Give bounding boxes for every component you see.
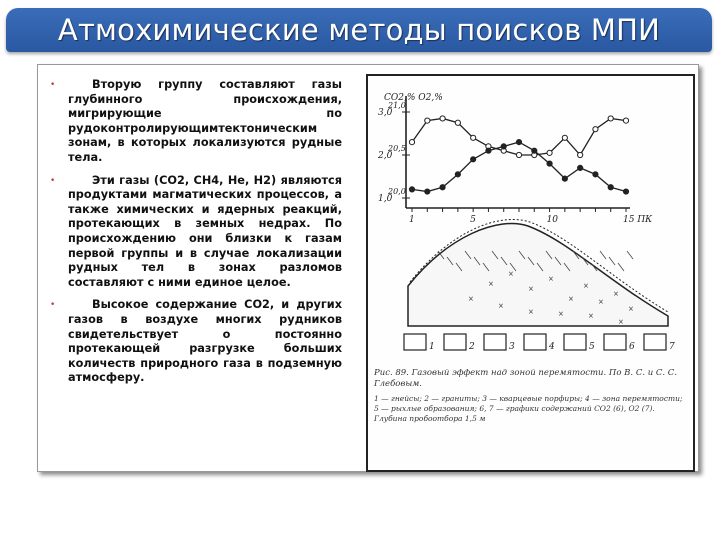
figure-legend-caption: 1 — гнейсы; 2 — граниты; 3 — кварцевые порфиры; 4 — зона перемятости; 5 — рыхлые образования; 6, 7 — графики содержаний СО2 (6), О2 (7). Глубина пробоотбора 1,5 м xyxy=(374,394,683,423)
granite-mark: × xyxy=(598,298,604,306)
bullet-list xyxy=(50,78,342,394)
data-point xyxy=(562,135,567,140)
bullet-text: Вторую группу составляют газы глубинного происхождения, мигрирующие по рудоконтролирующимтектоническим зонам, в которых локализуются рудные тела. xyxy=(68,78,342,164)
figure-legend xyxy=(404,334,675,352)
legend-number: 7 xyxy=(669,342,675,352)
hatch-mark xyxy=(609,257,615,265)
data-point xyxy=(578,165,583,170)
legend-number: 6 xyxy=(629,342,635,352)
x-ticks xyxy=(409,208,653,225)
data-point xyxy=(623,189,628,194)
granite-mark: × xyxy=(508,270,514,278)
legend-number: 4 xyxy=(549,342,555,352)
figure-caption: Рис. 89. Газовый эффект над зоной перемятости. По В. С. и С. С. Глебовым. xyxy=(374,368,678,389)
data-point xyxy=(409,140,414,145)
x-tick-label: 5 xyxy=(470,215,476,225)
granite-mark: × xyxy=(618,318,624,326)
granite-mark: × xyxy=(558,310,564,318)
legend-swatch xyxy=(644,334,666,350)
legend-swatch xyxy=(404,334,426,350)
x-tick-label: 15 ПК xyxy=(623,215,653,225)
data-point xyxy=(593,172,598,177)
x-tick-label: 10 xyxy=(546,215,559,225)
y-tick-label-right: 20,5 xyxy=(388,144,406,153)
data-point xyxy=(409,187,414,192)
legend-swatch xyxy=(564,334,586,350)
gas-effect-figure xyxy=(366,74,695,472)
granite-mark: × xyxy=(548,275,554,283)
y-tick-label-left: 3,0 xyxy=(378,108,393,118)
data-point xyxy=(623,118,628,123)
y-tick-label-right: 21,0 xyxy=(388,101,406,110)
granite-mark: × xyxy=(498,302,504,310)
data-point xyxy=(562,176,567,181)
y-tick-label-right: 20,0 xyxy=(388,187,406,196)
bullet-icon: • xyxy=(50,175,56,186)
data-point xyxy=(547,150,552,155)
data-point xyxy=(425,118,430,123)
data-point xyxy=(425,189,430,194)
y-ticks xyxy=(377,101,410,204)
granite-mark: × xyxy=(528,285,534,293)
data-point xyxy=(578,152,583,157)
data-point xyxy=(471,135,476,140)
data-point xyxy=(516,152,521,157)
data-point xyxy=(486,148,491,153)
y-tick-label-left: 2,0 xyxy=(378,151,393,161)
legend-swatch xyxy=(524,334,546,350)
bullet-text: Эти газы (СО2, СН4, Не, Н2) являются продуктами магматических процессов, а также химических и ядерных реакций, протекающих в земных недрах. По происхождению они близки к газам первой группы и в случае локализации рудных тел в зонах разломов составляют с ними единое целое. xyxy=(68,173,342,289)
bullet-text: Высокое содержание СО2, и других газов в воздухе многих рудников свидетельствует о постоянно протекающей разгрузке больших количеств природного газа в подземную атмосферу. xyxy=(68,298,342,385)
title-bar xyxy=(6,8,712,52)
data-point xyxy=(608,116,613,121)
bullet-item xyxy=(50,78,342,166)
data-point xyxy=(501,144,506,149)
data-point xyxy=(455,120,460,125)
data-point xyxy=(440,116,445,121)
granite-mark: × xyxy=(588,312,594,320)
data-point xyxy=(440,185,445,190)
bullet-icon: • xyxy=(50,80,56,90)
geological-section xyxy=(408,220,668,327)
y-axis-label: CO2,% O2,% xyxy=(384,93,443,103)
data-point xyxy=(547,161,552,166)
granite-mark: × xyxy=(583,282,589,290)
granite-mark: × xyxy=(528,308,534,316)
hatch-mark xyxy=(600,251,606,259)
granite-mark: × xyxy=(468,295,474,303)
data-point xyxy=(516,140,521,145)
legend-swatch xyxy=(444,334,466,350)
data-point xyxy=(471,157,476,162)
figure-svg xyxy=(368,76,693,470)
granite-mark: × xyxy=(628,305,634,313)
hatch-mark xyxy=(627,251,633,259)
bullet-item xyxy=(50,298,342,386)
x-tick-label: 1 xyxy=(409,215,415,225)
series-line-o2 xyxy=(412,118,626,155)
hatch-mark xyxy=(618,263,624,271)
bullet-item xyxy=(50,174,342,291)
y-tick-label-left: 1,0 xyxy=(378,194,393,204)
slide-title: Атмохимические методы поисков МПИ xyxy=(57,13,661,47)
granite-mark: × xyxy=(568,295,574,303)
granite-mark: × xyxy=(488,280,494,288)
data-point xyxy=(608,185,613,190)
bullet-icon: • xyxy=(50,300,56,311)
legend-number: 3 xyxy=(509,342,515,352)
legend-swatch xyxy=(604,334,626,350)
legend-swatch xyxy=(484,334,506,350)
data-point xyxy=(532,148,537,153)
legend-number: 1 xyxy=(429,342,435,352)
granite-mark: × xyxy=(613,290,619,298)
legend-number: 5 xyxy=(589,342,595,352)
legend-number: 2 xyxy=(469,342,475,352)
data-point xyxy=(455,172,460,177)
caption-container xyxy=(368,368,693,468)
data-point xyxy=(593,127,598,132)
series-line-co2 xyxy=(412,142,626,191)
line-series xyxy=(409,116,628,194)
